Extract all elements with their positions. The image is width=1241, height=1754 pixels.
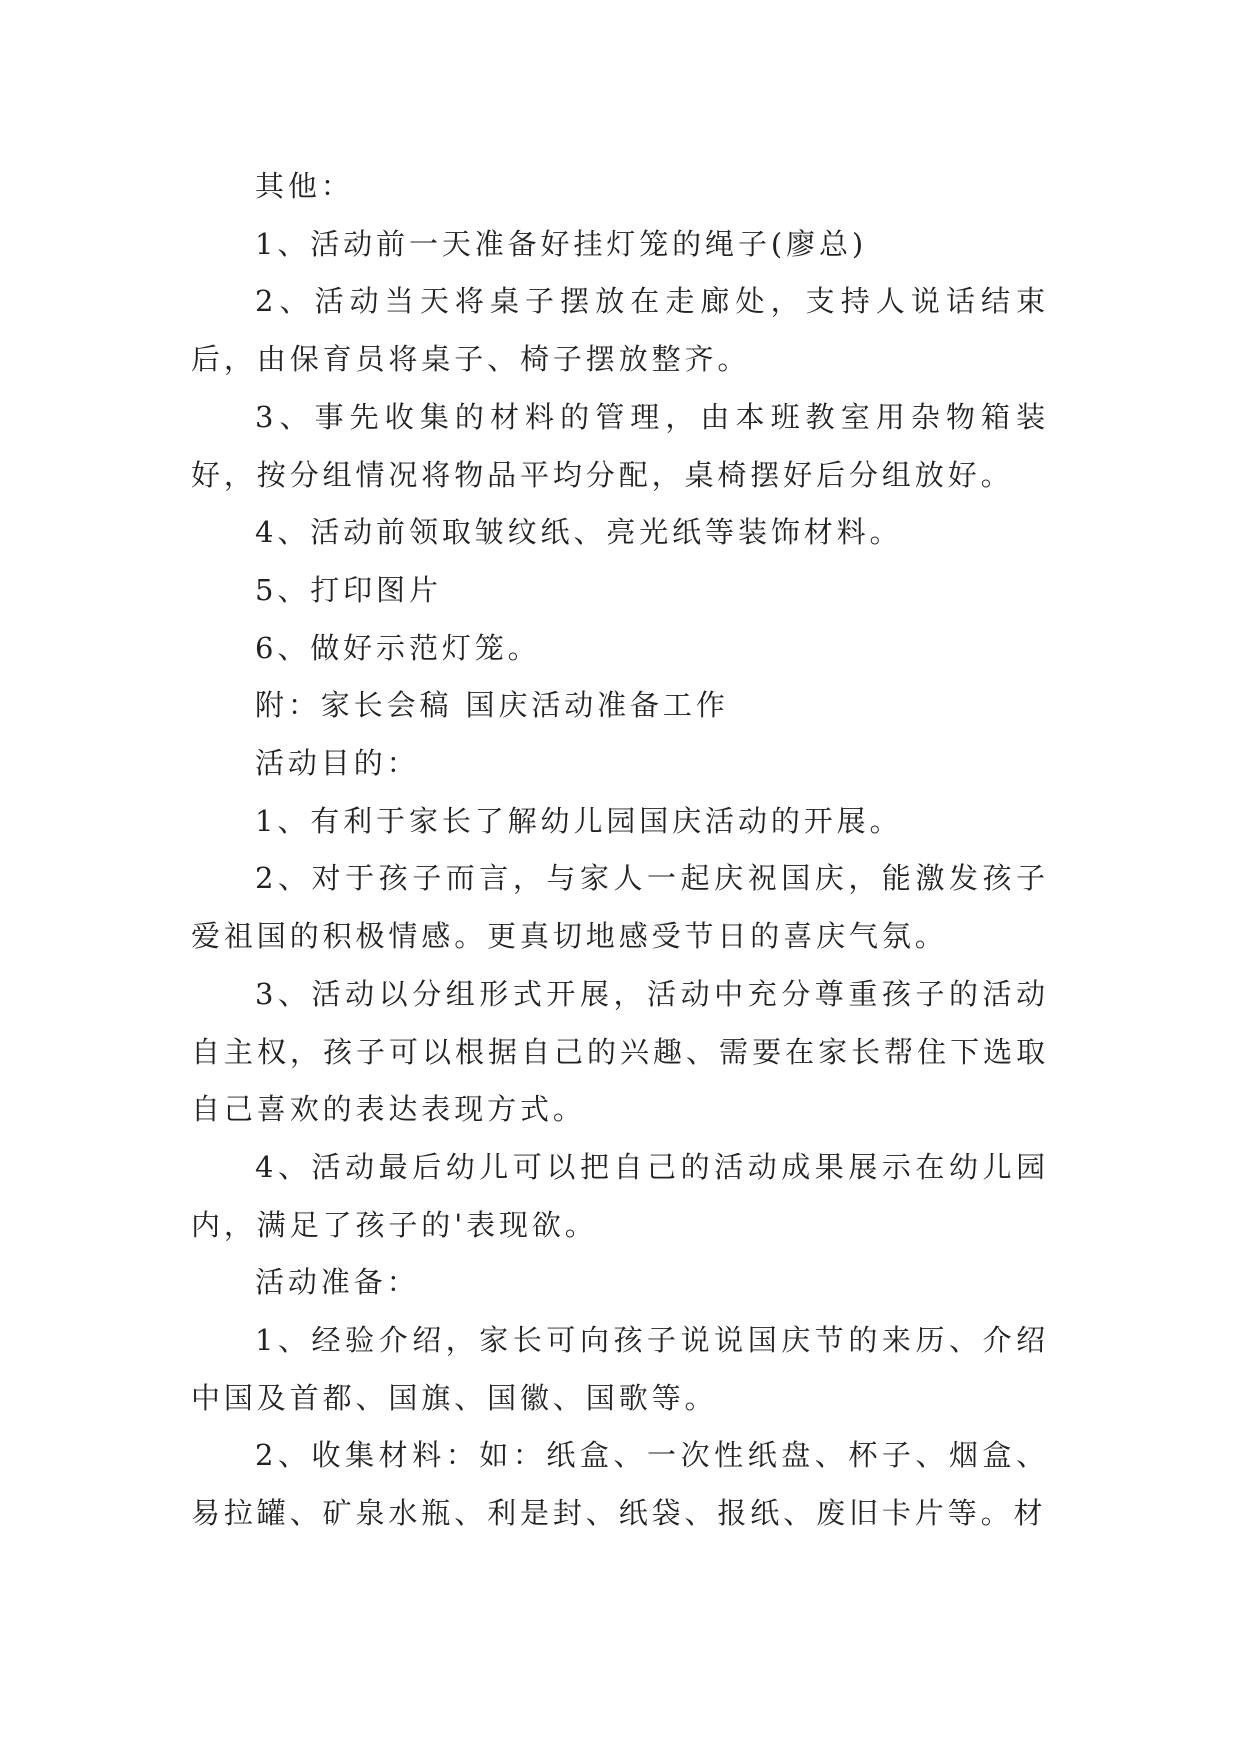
- list-item-2: 2、活动当天将桌子摆放在走廊处，支持人说话结束后，由保育员将桌子、椅子摆放整齐。: [191, 284, 1049, 377]
- purpose-item-4: 4、活动最后幼儿可以把自己的活动成果展示在幼儿园内，满足了孩子的'表现欲。: [191, 1149, 1049, 1242]
- purpose-item-1: 1、有利于家长了解幼儿园国庆活动的开展。: [255, 803, 903, 838]
- list-item-6: 6、做好示范灯笼。: [255, 630, 541, 665]
- list-item-4: 4、活动前领取皱纹纸、亮光纸等装饰材料。: [255, 515, 903, 550]
- purpose-item-2: 2、对于孩子而言，与家人一起庆祝国庆，能激发孩子爱祖国的积极情感。更真切地感受节日的喜庆气氛。: [191, 861, 1049, 954]
- preparation-item-1: 1、经验介绍，家长可向孩子说说国庆节的来历、介绍中国及首都、国旗、国徽、国歌等。: [191, 1323, 1049, 1415]
- heading-preparation: 活动准备：: [255, 1265, 420, 1300]
- preparation-item-2: 2、收集材料：如：纸盒、一次性纸盘、杯子、烟盒、易拉罐、矿泉水瓶、利是封、纸袋、报纸、废旧卡片等。材: [191, 1438, 1049, 1531]
- list-item-1: 1、活动前一天准备好挂灯笼的绳子(廖总): [255, 226, 868, 261]
- list-item-5: 5、打印图片: [255, 572, 442, 607]
- purpose-item-3: 3、活动以分组形式开展，活动中充分尊重孩子的活动自主权，孩子可以根据自己的兴趣、需要在家长帮住下选取自己喜欢的表达表现方式。: [191, 976, 1049, 1127]
- list-item-3: 3、事先收集的材料的管理，由本班教室用杂物箱装好，按分组情况将物品平均分配，桌椅摆好后分组放好。: [191, 399, 1049, 492]
- document-page: [191, 158, 1049, 1543]
- heading-purpose: 活动目的：: [255, 746, 420, 781]
- appendix-title: 附：家长会稿 国庆活动准备工作: [255, 688, 729, 723]
- heading-other: 其他：: [255, 169, 354, 203]
